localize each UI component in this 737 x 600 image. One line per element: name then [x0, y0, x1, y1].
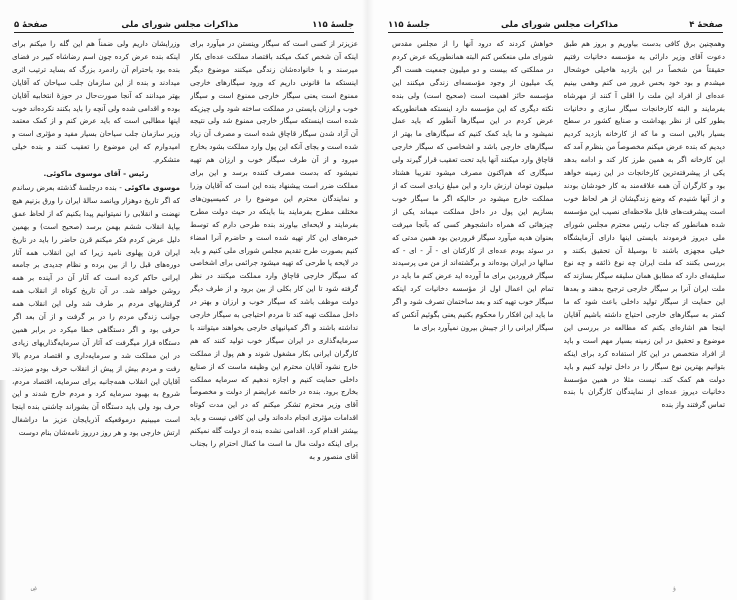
paragraph: عزیزتر از کسی است که سیگار وینستن در میآورد برای اینکه آن شخص کمک میکند باقتصاد مملکت عده‌ای بکار میرسند و با خانواده‌شان زندگی میکنند موضوع دیگر اینستکه ما قانونی داریم که ورود سیگارهای خارجی ممنوع است یعنی سیگار خارجی ممنوع است و سیگار خوب و ارزان بایستی در مملکت ساخته شود ولی چیزیکه شده است اینستکه سیگار خارجی ممنوع شد ولی نتیجه آن آزاد شدن سیگار قاچاق شده است و مصرف آن زیاد شده است و بجای آنکه این پول وارد مملکت بشود بخارج میرود و از آن طرف سیگار خوب و ارزان هم تهیه نمیشود که بدست مصرف کننده برسد و این برای مملکت ضرر است پیشنهاد بنده این است که آقایان وزرا و نمایندگان محترم این موضوع را در کمیسیون‌های مختلف مطرح بفرمایند بنا باینکه در حیث دولت مطرح بفرمایند و لایحه‌ای بیاورند بنده طرحی دارم که توسط خبره‌های این کار تهیه شده است و حاضرم آنرا امضاء کنیم بصورت طرح تقدیم مجلس شورای ملی کنیم و باید در لایحه یا طرحی که تهیه میشود جرائمی برای اشخاصی که سیگار خارجی قاچاق وارد مملکت میکنند در نظر گرفته شود تا این کار بکلی از بین برود و از طرف دیگر دولت موظف باشد که سیگار خوب و ارزان و بهتر در داخل مملکت تهیه کند تا مردم احتیاجی به سیگار خارجی نداشته باشند و اگر کمپانیهای خارجی بخواهند میتوانند با سرمایه‌گذاری در ایران سیگار خوب تولید کنند که هم کارگران ایرانی بکار مشغول شوند و هم پول از مملکت خارج نشود آقایان محترم این وظیفه ماست که از صنایع داخلی حمایت کنیم و اجازه ندهیم که سرمایه مملکت بخارج برود. بنده در خاتمه عرایضم از دولت و مخصوصاً آقای وزیر محترم تشکر میکنم که در این مدت کوتاه اقدامات مؤثری انجام داده‌اند ولی این کافی نیست و باید بیشتر اقدام کرد. اقدامی نشده بنده از دولت گله نمیکنم برای اینکه دولت مال ما است ما کمال احترام را بجناب آقای منصور و به [190, 39, 358, 461]
paragraph: وهمچنین برق کافی بدست بیاوریم و بروز هم طبق دعوت آقای وزیر دارائی به مؤسسه دخانیات رفتیم حقیقتاً من شخصاً در این بازدید هاخیلی خوشحال میشدم و بود خود بحس غرور می کنم وهمی بینیم عده‌ای از افراد این ملت را اقلی آ کنند از مهرشاه بفرمایند و البته کارخانجات سیگار سازی و دخانیات بطور کلی از نظر بهداشت و صنایع کشور در سطح بسیار بالایی است و ما که از کارخانه بازدید کردیم دیدیم که بنده عرض میکنم مخصوصاً من بنظرم آمد که این کارخانه اگر به همین طرز کار کند و ادامه بدهد یکی از پیشرفته‌ترین کارخانجات در این زمینه خواهد بود و کارگران آن همه علاقه‌مند به کار خودشان بودند و از آنها شنیدم که وضع زندگیشان از هر لحاظ خوب است پیشرفت‌های قابل ملاحظه‌ای نصیب این مؤسسه شده همانطور که جناب رئیس محترم مجلس شورای ملی دیروز فرمودند بایستی اینها دارای آزمایشگاه خیلی مجهزی باشند تا بوسیلهٔ آن تحقیق بکنند و بررسی بکنند که ملت ایران چه نوع ذائقه و چه نوع سلیقه‌ای دارد که مطابق همان سلیقه سیگار بسازند که ملت ایران آنرا بر سیگار خارجی ترجیح بدهند و بعدها این حمایت از سیگار تولید داخلی باعث شود که ما کمتر به سیگارهای خارجی احتیاج داشته باشیم آقایان اینجا هم اشاره‌ای بکنم که مطالعه در بررسی این موضوع و تحقیق در این زمینه بسیار مهم است و باید از افراد متخصص در این کار استفاده کرد برای اینکه بتوانیم بهترین نوع سیگار را در داخل تولید کنیم و باید دولت هم کمک کند. نیست مثلا در همین مؤسسهٔ دخانیات دیروز عده‌ای از نمایندگان کارگران با بنده تماس گرفتند واز بنده [563, 39, 725, 410]
session-number: جلسهٔ ۱۱۵ [312, 20, 354, 30]
page-edge-shadow [0, 380, 6, 600]
binding-gutter [362, 0, 374, 600]
right-page [368, 0, 737, 600]
footer-mark: ؤ [673, 585, 676, 592]
text-columns [12, 38, 358, 570]
paragraph: وزرایشان داریم ولی ضمناً هم این گله را میکنم برای اینکه بنده عرض کرده چون اسم رضاشاه کبیر در فضای بنده بود باحترام آن رادمرد بزرگ که بساید ترتیب اثری میدادند و بنده از این سازمان جلب سیاحان که آقایان بهتر میدانند که آنجا صورت‌حال در حوزهٔ انتخابیه آقایان بوده و اقدامی شده ولی آنچه را باید بکنند نکرده‌اند خوب اینها مطالبی است که باید عرض کنم و از کمک معتمد وزیر سازمان جلب سیاحان بسیار مفید و مؤثری است و امیدوارم که این موضوع را تعقیب کنند و بنده خیلی متشکرم. [12, 39, 180, 165]
speech-text: - بنده درجلسهٔ گذشته بعرض رساندم که اگر تاریخ دوهزار وپانصد سالهٔ ایران را ورق بزنیم هیچ نهضت و انقلابی را نمیتوانیم پیدا بکنیم که از لحاظ عمق بپایهٔ انقلاب ششم بهمن برسد (صحیح است) و بهمین دلیل عرض کردم فکر میکنم قرن حاضر را باید در تاریخ ایران قرن پهلوی نامید زیرا که این انقلاب همه آثار دوره‌های قبل را از بین برده و نظام جدیدی بر جامعه ایرانی حاکم کرده است که آثار آن در آینده بر همه روشن خواهد شد. در آن تاریخ کوتاه از انقلاب همه گرفتاریهای مردم بر طرف شد ولی این انقلاب همه جوانب زندگی مردم را در بر گرفت و از آن بعد اگر حرفی بود و اگر دستگاهی خطا میکرد در برابر همین دستگاه قرار میگرفت که آثار آن سرمایه‌گذاریهای زیادی در این مملکت شد و سرمایه‌داری و اقتصاد مردم بالا رفت و مردم بیش از پیش از انقلاب حرف بودو میزدند. آقایان این انقلاب همه‌جانبه برای سرمایه، اقتصاد مردم، شروع به بهبود سرمایه کرد و مردم خارج شدند و این حرف بود ولی باید دستگاه آن بشوراند چاشنی بنده اینجا است میبینیم درموقعیکه آذربایجان عزیز ما دراشغال ارتش خارجی بود و هر روز درروز نامه‌شان بنام دوست [12, 182, 180, 438]
page-header [388, 14, 723, 33]
page-number: صفحهٔ ۴ [689, 20, 723, 30]
page-header [14, 14, 354, 33]
speaker-paragraph [12, 182, 180, 440]
session-number: جلسهٔ ۱۱۵ [388, 20, 430, 30]
footer-mark: ۻ [30, 585, 38, 592]
text-column-left [12, 38, 180, 570]
speaker-heading: رئیس - آقای موسوی ماکوئی. [43, 169, 149, 179]
text-column-left [392, 38, 554, 570]
text-column-right [190, 38, 358, 570]
page-number: صفحهٔ ۵ [14, 20, 48, 30]
text-column-right [564, 38, 726, 570]
running-title: مذاکرات مجلس شورای ملی [121, 20, 239, 30]
left-page [0, 0, 368, 600]
speaker-name: موسوی ماکوئی [124, 182, 180, 192]
text-columns [392, 38, 725, 570]
running-title: مذاکرات مجلس شورای ملی [501, 20, 619, 30]
paragraph: خواهش کردند که درود آنها را از مجلس مقدس شورای ملی منعکس کنم البته همانطوریکه عرض کردم در مملکتی که بیست و دو میلیون جمعیت هست اگر یک میلیون از وجود مؤسسه‌ای زندگی میکنند این مؤسسه حائز اهمیت است (صحیح است) ولی بنده نکته دیگری که این مؤسسه دارد اینستکه همانطوریکه عرض کردم در این سیگارها آنطور که باید عمل نمیشود و ما باید کمک کنیم که سیگارهای ما بهتر از سیگارهای خارجی باشد و اشخاصی که سیگار خارجی قاچاق وارد میکنند آنها باید تحت تعقیب قرار گیرند ولی سیگاری که هم‌اکنون مصرف میشود تقریبا هشتاد میلیون تومان ارزش دارد و این مبلغ زیادی است که از مملکت خارج میشود در حالیکه اگر ما سیگار خوب بسازیم این پول در داخل مملکت میماند یکی از چیزهائی که همراه دانشجوهر کسی که بآنجا میرفت بعنوان هدیه میآورد سیگار فروردین بود همین مدتی که در سوئد بودم عده‌ای از کارکنان ای - آر - ای - که سالها در ایران بوده‌اند و برگشته‌اند از من می پرسیدند سیگار فروردین برای ما آورده اید عرض کنم ما باید در تمام این اعمال اول از مؤسسه دخانیات کرد اینکه سیگار خوب تهیه کند و بعد ساختمان تصرف شود و اگر ما باید این افکار را محکوم بکنیم یعنی بگوئیم آنکس که سیگار ایرانی را از جیبش بیرون نمیآورد برای ما [392, 39, 554, 332]
